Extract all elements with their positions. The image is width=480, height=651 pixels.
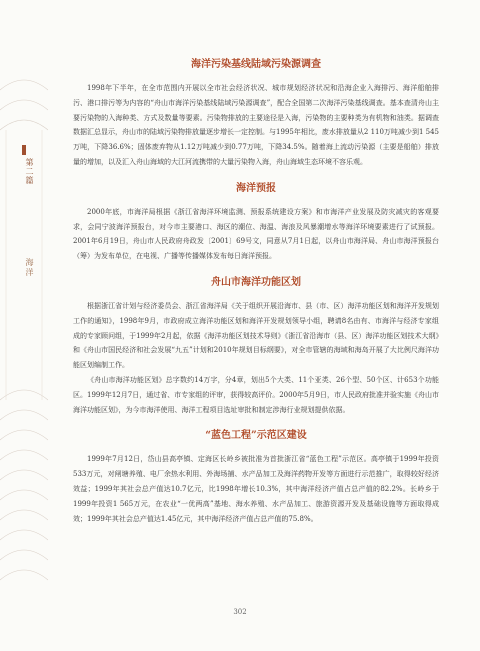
section-title: 海洋污染基线陆域污染源调查 <box>191 59 321 70</box>
paragraph: 《舟山市海洋功能区划》总字数约14万字，分4章，划出5个大类、11个亚类、26个型、50个区、计653个功能区。1999年12月7日，通过省、市专家组的评审，获得较高评价。2000年5月9日，市人民政府批准并验实施《舟山市海洋功能区划》，为今市海洋使用、海洋工程项目选址审批和制定涉海行业规划提供依据。 <box>73 375 439 414</box>
sidebar-subtitle: 海洋 <box>25 258 34 278</box>
paragraph: 1998年下半年，在全市范围内开展以全市社会经济状况、城市规划经济状况和沿海企业入海排污、海洋船舶排污、港口排污等为内容的“舟山市海洋污染基线陆域污染源调查”，配合全国第二次海洋污染基线调查。基本查清舟山主要污染物的入海种类、方式及数量等要素。污染物排放的主要途径是入海，污染物的主要种类为有机物和油类。据调查数据汇总显示，舟山市的陆域污染物排放量逐步增长一定控制。与1995年相比，废水排放量从2 110万吨减少到1 545万吨，下降36.6%；固体废弃物从1.12万吨减少到0.77万吨，下降34.5%。随着海上流动污染源（主要是船舶）排放量的增加，以及汇入舟山海域的大江河流携带的大量污染物入海，舟山海域生态环境不容乐观。 <box>73 84 439 166</box>
section-title: “蓝色工程”示范区建设 <box>205 430 307 442</box>
section-blue-project <box>73 429 439 526</box>
sidebar-part-title: 第二篇 <box>25 158 34 185</box>
paragraph: 2000年底，市海洋局根据《浙江省海洋环境监测、预报系统建设方案》和市海洋产业发展及防灾减灾的客观要求，会同宁波海洋预报台，对今市主要港口、海区的潮位、海温、海浪及风暴潮增水等海洋环境要素进行了试预报。2001年6月19日，舟山市人民政府舟政发〔2001〕69号文，同意从7月1日起，以舟山市海洋局、舟山市海洋预报台（筹）为发布单位，在电视、广播等传播媒体发布每日海洋预报。 <box>73 207 439 261</box>
section-functional-zoning <box>73 276 439 417</box>
section-title: 海洋预报 <box>236 182 276 194</box>
sidebar-marker <box>22 145 26 155</box>
section-pollution-survey <box>73 58 439 170</box>
paragraph: 1999年7月12日，岱山县高亭镇、定海区长岭乡被批准为首批浙江省“蓝色工程”示范区。高亭镇于1999年投资533万元，对闸塘养殖、电厂余热水利用、外海场捕、水产品加工及海洋药物开发等方面进行示范推广，取得较好经济效益；1999年其社会总产值达10.7亿元，比1998年增长10.3%，其中海洋经济产值占总产值的82.2%。长岭乡于1999年投资1 565万元，在农业“一优两高”基地、海水养殖、水产品加工、旅游资源开发及基础设施等方面取得成效；1999年其社会总产值达1.45亿元，其中海洋经济产值占总产值的75.8%。 <box>73 455 439 523</box>
main-content <box>73 58 439 526</box>
section-forecast <box>73 182 439 264</box>
page-number: 302 <box>233 608 247 616</box>
section-title: 舟山市海洋功能区划 <box>211 276 301 288</box>
paragraph: 根据浙江省计划与经济委员会、浙江省海洋局《关于组织开展沿海市、县（市、区）海洋功能区划和海洋开发规划工作的通知》，1998年9月，市政府成立海洋功能区划和海洋开发规划领导小组，聘请8名由有、市海洋与经济专家组成的专家顾问组，于1999年2月起，依据《海洋功能区划技术导则》《浙江省沿海市（县、区）海洋功能区划技术大纲》和《舟山市国民经济和社会发展“九五”计划和2010年规划目标纲要》，对全市管辖的海域和海岛开展了大比例尺海洋功能区划编制工作。 <box>73 301 439 370</box>
